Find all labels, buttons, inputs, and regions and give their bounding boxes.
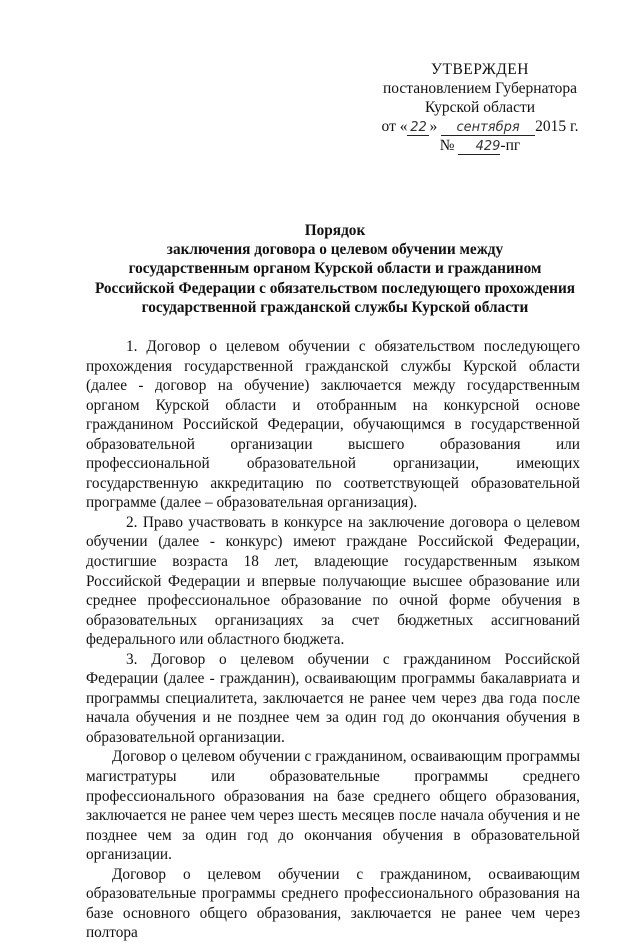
date-mid: » <box>429 118 438 135</box>
date-month: сентября <box>441 121 535 136</box>
date-day: 22 <box>407 121 429 136</box>
date-prefix: от « <box>381 118 408 135</box>
number-value: 429 <box>458 140 500 155</box>
approval-stamp <box>360 60 600 155</box>
paragraph-3: 3. Договор о целевом обучении с гражданином Российской Федерации (далее - гражданин), осваивающим программы бакалавриата и программы специалитета, заключается не ранее чем через два года после начала обучения и не позднее чем за один год до окончания обучения в образовательной организации. <box>86 650 580 746</box>
number-prefix: № <box>439 137 455 154</box>
paragraph-4: Договор о целевом обучении с гражданином, осваивающим программы магистратуры или образовательные программы среднего профессионального образования на базе среднего общего образования, заключается не ранее чем через шесть месяцев после начала обучения и не позднее чем за один год до окончания обучения в образовательной организации. <box>86 748 580 864</box>
date-year: 2015 г. <box>535 118 579 135</box>
approval-line-governor: постановлением Губернатора <box>382 80 578 97</box>
approval-number <box>360 136 600 155</box>
paragraph-5: Договор о целевом обучении с гражданином, осваивающим образовательные программы среднего профессионального образования на базе основного общего образования, заключается не ранее чем через полтора <box>86 865 580 942</box>
document-body <box>86 337 580 943</box>
number-suffix: -пг <box>500 137 521 154</box>
approval-date <box>360 117 600 136</box>
paragraph-1: 1. Договор о целевом обучении с обязательством последующего прохождения государственной гражданской службы Курской области (далее - договор на обучение) заключается между государственным органом Курской области и отобранным на конкурсной основе гражданином Российской Федерации, обучающимся в государственной образовательной организации высшего образования или профессиональной образовательной организации, имеющих государственную аккредитацию по соответствующей образовательной программе (далее – образовательная организация). <box>86 338 580 512</box>
paragraph-2: 2. Право участвовать в конкурсе на заключение договора о целевом обучении (далее - конкурс) имеют граждане Российской Федерации, достигшие возраста 18 лет, владеющие государственным языком Российской Федерации и впервые получающие высшее образование или среднее профессиональное образование по очной форме обучения в образовательных организациях за счет бюджетных ассигнований федерального или областного бюджета. <box>86 513 580 649</box>
title-line-4: Российской Федерации с обязательством последующего прохождения <box>94 279 576 297</box>
title-line-5: государственной гражданской службы Курской области <box>141 298 529 316</box>
title-line-1: Порядок <box>304 222 366 239</box>
document-title <box>80 221 590 317</box>
approval-title: УТВЕРЖДЕН <box>431 61 529 78</box>
title-line-3: государственным органом Курской области и гражданином <box>128 260 542 278</box>
title-line-2: заключения договора о целевом обучении между <box>166 241 504 259</box>
approval-line-region: Курской области <box>424 99 536 116</box>
